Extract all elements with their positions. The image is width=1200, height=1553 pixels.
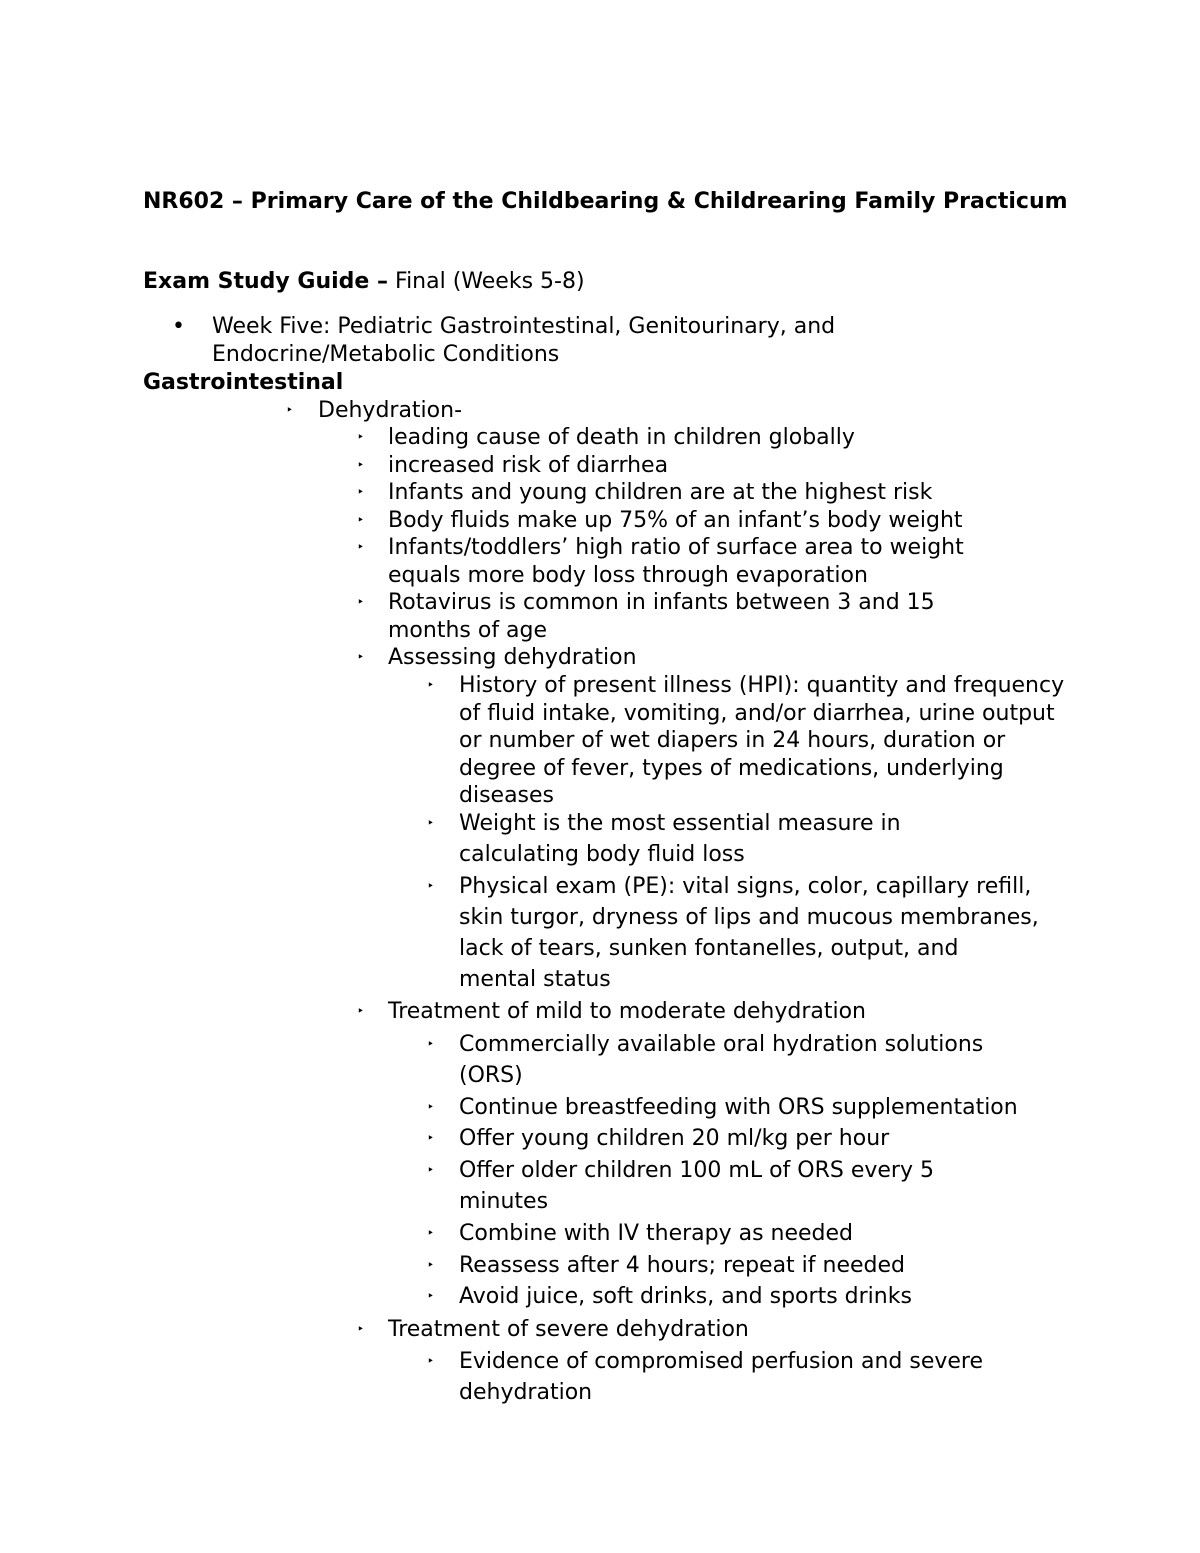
list-item: Treatment of mild to moderate dehydration — [388, 999, 866, 1024]
document-title: NR602 – Primary Care of the Childbearing & Childrearing Family Practicum — [143, 189, 1068, 214]
list-item: Rotavirus is common in infants between 3 and 15 months of age — [388, 590, 935, 643]
list-marker-icon: ‣ — [357, 650, 365, 664]
list-marker-icon: ‣ — [427, 1100, 435, 1114]
list-item: Continue breastfeeding with ORS supplementation — [459, 1095, 1018, 1120]
list-item: Infants and young children are at the highest risk — [388, 480, 933, 505]
list-marker-icon: ‣ — [357, 595, 365, 609]
list-marker-icon: ‣ — [357, 430, 365, 444]
list-item: Body fluids make up 75% of an infant’s body weight — [388, 508, 963, 533]
list-marker-icon: ‣ — [427, 1289, 435, 1303]
list-marker-icon: ‣ — [427, 1163, 435, 1177]
list-marker-icon: ‣ — [357, 485, 365, 499]
list-item: Evidence of compromised perfusion and severe dehydration — [459, 1349, 984, 1405]
list-marker-icon: ‣ — [427, 1226, 435, 1240]
list-marker-icon: ‣ — [427, 1258, 435, 1272]
list-marker-icon: ‣ — [357, 458, 365, 472]
list-marker-icon: ‣ — [357, 1004, 365, 1018]
list-marker-icon: ‣ — [357, 1322, 365, 1336]
list-marker-icon: ‣ — [357, 540, 365, 554]
list-marker-icon: ‣ — [427, 1037, 435, 1051]
list-item: Assessing dehydration — [388, 645, 637, 670]
list-marker-icon: ‣ — [427, 678, 435, 692]
week-heading: Week Five: Pediatric Gastrointestinal, Genitourinary, and Endocrine/Metabolic Conditions — [212, 314, 836, 367]
list-marker-icon: ‣ — [357, 513, 365, 527]
list-marker-icon: ‣ — [427, 879, 435, 893]
bullet-icon: • — [172, 314, 185, 339]
list-marker-icon: ‣ — [286, 403, 294, 417]
list-item: increased risk of diarrhea — [388, 453, 669, 478]
document-subtitle — [143, 266, 585, 297]
list-item: Offer older children 100 mL of ORS every 5 minutes — [459, 1158, 934, 1214]
list-item: Physical exam (PE): vital signs, color, capillary refill, skin turgor, dryness of lips and mucous membranes, lack of tears, sunken fontanelles, output, and mental status — [459, 874, 1039, 992]
list-item: History of present illness (HPI): quantity and frequency of fluid intake, vomiting, and/or diarrhea, urine output or number of wet diapers in 24 hours, duration or degree of fever, types of medications, underlying diseases — [459, 673, 1065, 808]
list-item: Combine with IV therapy as needed — [459, 1221, 854, 1246]
subtitle-value: Final (Weeks 5-8) — [388, 269, 585, 294]
subtitle-label: Exam Study Guide – — [143, 269, 389, 294]
list-marker-icon: ‣ — [427, 1354, 435, 1368]
list-item: Treatment of severe dehydration — [388, 1317, 749, 1342]
list-item: Offer young children 20 ml/kg per hour — [459, 1126, 890, 1151]
list-marker-icon: ‣ — [427, 816, 435, 830]
list-item: leading cause of death in children globally — [388, 425, 855, 450]
list-item: Infants/toddlers’ high ratio of surface area to weight equals more body loss through evaporation — [388, 535, 964, 588]
section-heading: Gastrointestinal — [143, 370, 344, 395]
list-item: Dehydration- — [318, 398, 463, 423]
list-item: Weight is the most essential measure in calculating body fluid loss — [459, 811, 901, 867]
list-item: Avoid juice, soft drinks, and sports drinks — [459, 1284, 912, 1309]
list-item: Reassess after 4 hours; repeat if needed — [459, 1253, 906, 1278]
list-item: Commercially available oral hydration solutions (ORS) — [459, 1032, 984, 1088]
list-marker-icon: ‣ — [427, 1131, 435, 1145]
